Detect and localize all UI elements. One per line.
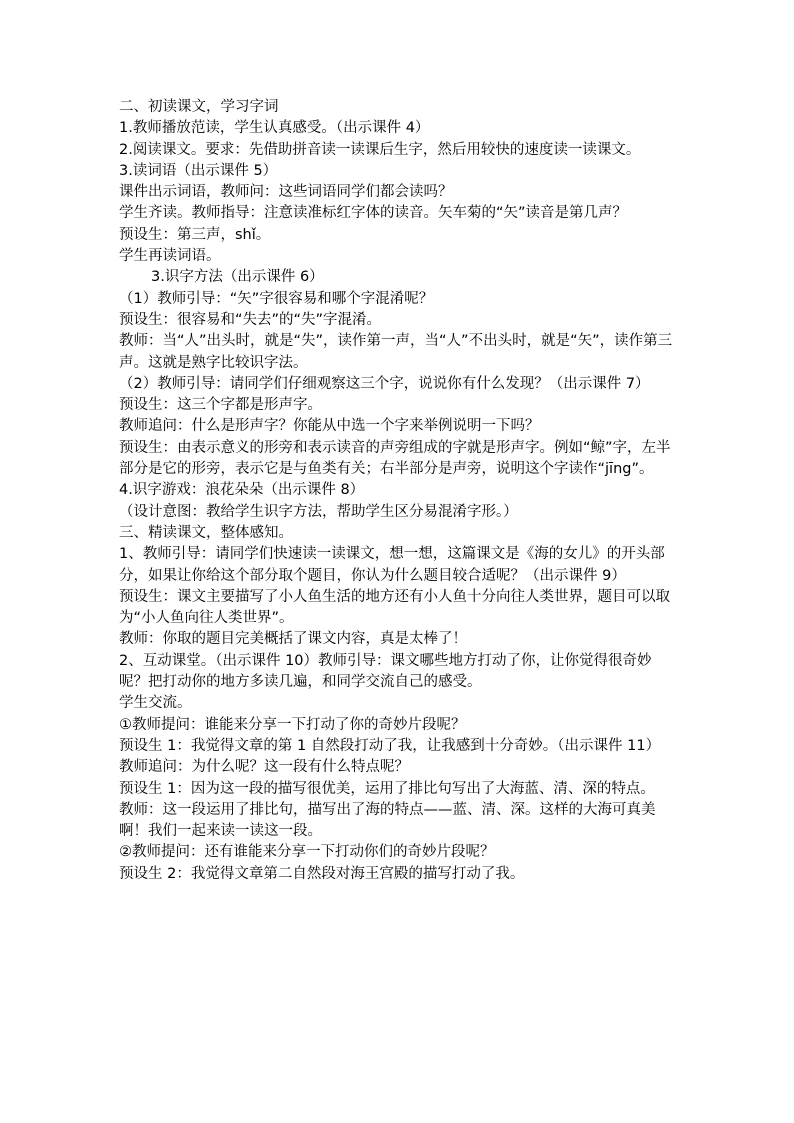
- paragraph: 预设生：课文主要描写了小人鱼生活的地方还有小人鱼十分向往人类世界，题目可以取为“小人鱼向往人类世界”。: [119, 588, 670, 627]
- paragraph: 教师：这一段运用了排比句，描写出了海的特点——蓝、清、深。这样的大海可真美啊！我们一起来读一读这一段。: [119, 801, 656, 840]
- paragraph: （2）教师引导：请同学们仔细观察这三个字，说说你有什么发现？（出示课件 7）: [119, 375, 650, 392]
- paragraph: 1、教师引导：请同学们快速读一读课文，想一想，这篇课文是《海的女儿》的开头部分，如果让你给这个部分取个题目，你认为什么题目较合适呢？（出示课件 9）: [119, 546, 665, 584]
- paragraph: 4.识字游戏：浪花朵朵（出示课件 8）: [119, 482, 365, 499]
- paragraph: 教师：当“人”出头时，就是“失”，读作第一声，当“人”不出头时，就是“矢”，读作第三声。这就是熟字比较识字法。: [119, 333, 673, 371]
- paragraph: 2.阅读课文。要求：先借助拼音读一读课后生字，然后用较快的速度读一读课文。: [119, 141, 641, 158]
- paragraph: 1.教师播放范读，学生认真感受。（出示课件 4）: [119, 120, 430, 137]
- paragraph: 学生交流。: [119, 695, 192, 712]
- paragraph: 教师追问：为什么呢？这一段有什么特点呢？: [119, 759, 409, 776]
- paragraph: 2、互动课堂。（出示课件 10）教师引导：课文哪些地方打动了你，让你觉得很奇妙呢？把打动你的地方多读几遍，和同学交流自己的感受。: [119, 652, 652, 691]
- paragraph: 三、精读课文，整体感知。: [119, 524, 293, 541]
- paragraph: 预设生 1：因为这一段的描写很优美，运用了排比句写出了大海蓝、清、深的特点。: [119, 780, 655, 797]
- paragraph: 预设生 2：我觉得文章第二自然段对海王宫殿的描写打动了我。: [119, 865, 525, 882]
- paragraph: 3.读词语（出示课件 5）: [119, 162, 278, 179]
- paragraph: 预设生：很容易和“失去”的“失”字混淆。: [119, 311, 382, 328]
- document-body: [119, 97, 679, 885]
- paragraph: ②教师提问：还有谁能来分享一下打动你们的奇妙片段呢？: [119, 844, 495, 861]
- paragraph: 学生齐读。教师指导：注意读准标红字体的读音。矢车菊的“矢”读音是第几声？: [119, 205, 628, 222]
- paragraph: （1）教师引导：“矢”字很容易和哪个字混淆呢？: [119, 290, 434, 307]
- paragraph: 二、初读课文，学习字词: [119, 99, 279, 115]
- paragraph: ①教师提问：谁能来分享一下打动了你的奇妙片段呢？: [119, 716, 466, 733]
- paragraph: 预设生 1：我觉得文章的第 1 自然段打动了我，让我感到十分奇妙。（出示课件 11）: [119, 737, 661, 754]
- paragraph: 课件出示词语，教师问：这些词语同学们都会读吗？: [119, 184, 453, 201]
- paragraph: 预设生：第三声，shǐ。: [119, 226, 271, 243]
- paragraph: 教师追问：什么是形声字？你能从中选一个字来举例说明一下吗？: [119, 418, 540, 435]
- paragraph: 教师：你取的题目完美概括了课文内容，真是太棒了！: [119, 631, 467, 648]
- paragraph: 3.识字方法（出示课件 6）: [151, 269, 324, 286]
- paragraph: 学生再读词语。: [119, 248, 221, 265]
- paragraph: （设计意图：教给学生识字方法，帮助学生区分易混淆字形。）: [119, 503, 518, 520]
- paragraph: 预设生：由表示意义的形旁和表示读音的声旁组成的字就是形声字。例如“鲸”字，左半部分是它的形旁，表示它是与鱼类有关；右半部分是声旁，说明这个字读作“jīng”。: [119, 439, 671, 478]
- paragraph: 预设生：这三个字都是形声字。: [119, 397, 322, 414]
